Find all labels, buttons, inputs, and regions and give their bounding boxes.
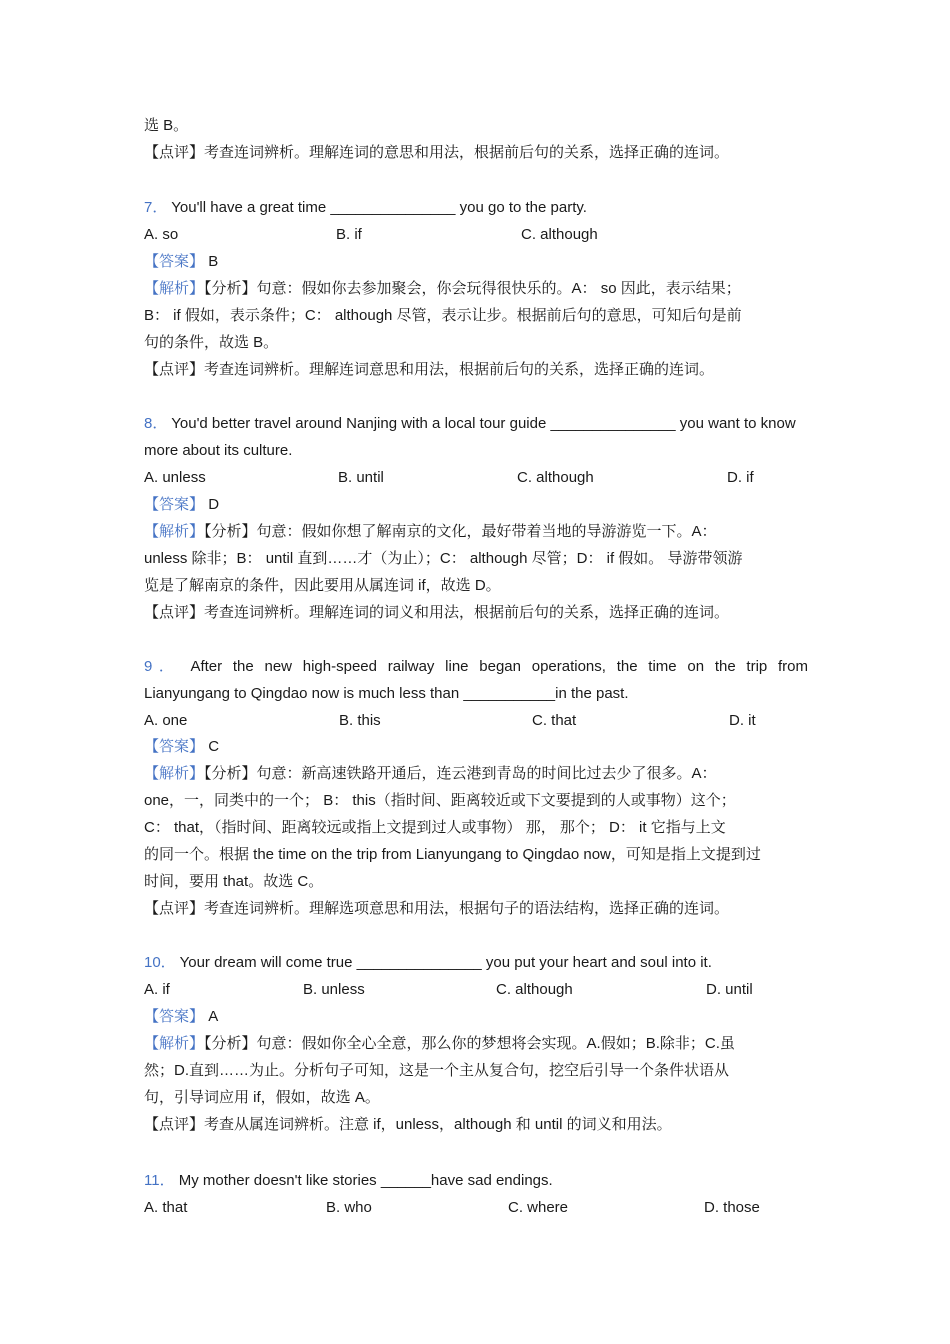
question-10-option-c: C. although — [496, 981, 573, 998]
previous-answer-tail: 选 B。 — [144, 117, 189, 134]
question-9-stem-line-2: Lianyungang to Qingdao now is much less than ___________in the past. — [144, 685, 629, 702]
question-7-option-a: A. so — [144, 226, 179, 243]
question-10-option-d: D. until — [706, 981, 753, 998]
question-10-analysis-line-1: 【解析】【分析】句意：假如你全心全意，那么你的梦想将会实现。A.假如；B.除非；C.虽 — [144, 1035, 735, 1052]
question-8-option-b: B. until — [338, 469, 384, 486]
question-10-option-a: A. if — [144, 981, 170, 998]
question-7-stem: 7． You'll have a great time _______________ you go to the party. — [144, 199, 587, 216]
question-10-number: 10． — [144, 954, 176, 971]
question-9-option-a: A. one — [144, 712, 188, 729]
question-9-analysis-line-5: 时间，要用 that。故选 C。 — [144, 873, 324, 890]
question-8-number: 8． — [144, 415, 168, 432]
question-8-option-d: D. if — [727, 469, 754, 486]
question-9-stem-line-1: 9． After the new high-speed railway line began operations, the time on the trip from — [144, 658, 809, 675]
question-9-analysis-line-2: one，一，同类中的一个； B： this（指时间、距离较近或下文要提到的人或事物）这个； — [144, 792, 736, 809]
question-8-analysis-line-3: 览是了解南京的条件，因此要用从属连词 if，故选 D。 — [144, 577, 501, 594]
question-8-analysis-line-1: 【解析】【分析】句意：假如你想了解南京的文化，最好带着当地的导游游览一下。A： — [144, 523, 717, 540]
question-11-option-a: A. that — [144, 1199, 188, 1216]
question-11-number: 11． — [144, 1172, 175, 1189]
question-9-review: 【点评】考查连词辨析。理解选项意思和用法，根据句子的语法结构，选择正确的连词。 — [144, 900, 730, 917]
question-10-option-b: B. unless — [303, 981, 365, 998]
question-8-answer: 【答案】 D — [144, 496, 220, 513]
question-11-stem: 11． My mother doesn't like stories ______have sad endings. — [144, 1172, 553, 1189]
question-7-review: 【点评】考查连词辨析。理解连词意思和用法，根据前后句的关系，选择正确的连词。 — [144, 361, 715, 378]
question-9-option-c: C. that — [532, 712, 577, 729]
question-11-option-b: B. who — [326, 1199, 372, 1216]
question-8-stem-line-2: more about its culture. — [144, 442, 293, 459]
question-9-option-b: B. this — [339, 712, 381, 729]
question-11-option-d: D. those — [704, 1199, 760, 1216]
question-10-stem: 10． Your dream will come true _______________ you put your heart and soul into it. — [144, 954, 712, 971]
question-9-option-d: D. it — [729, 712, 756, 729]
question-8-review: 【点评】考查连词辨析。理解连词的词义和用法，根据前后句的关系，选择正确的连词。 — [144, 604, 730, 621]
question-7-answer: 【答案】 B — [144, 253, 219, 270]
question-9-analysis-line-3: C： that，（指时间、距离较远或指上文提到过人或事物） 那， 那个； D： it 它指与上文 — [144, 819, 726, 836]
question-10-review: 【点评】考查从属连词辨析。注意 if，unless，although 和 until 的词义和用法。 — [144, 1116, 672, 1133]
question-7-analysis-line-3: 句的条件，故选 B。 — [144, 334, 279, 351]
question-11-option-c: C. where — [508, 1199, 569, 1216]
question-8-option-c: C. although — [517, 469, 594, 486]
question-9-answer: 【答案】 C — [144, 738, 220, 755]
question-10-analysis-line-3: 句，引导词应用 if，假如，故选 A。 — [144, 1089, 380, 1106]
question-10-analysis-line-2: 然；D.直到……为止。分析句子可知，这是一个主从复合句，挖空后引导一个条件状语从 — [144, 1062, 730, 1079]
question-8-stem-line-1: 8． You'd better travel around Nanjing with a local tour guide _______________ you want to know — [144, 415, 796, 432]
question-7-option-c: C. although — [521, 226, 598, 243]
question-7-analysis-line-1: 【解析】【分析】句意：假如你去参加聚会，你会玩得很快乐的。A： so 因此，表示结果； — [144, 280, 741, 297]
question-9-analysis-line-1: 【解析】【分析】句意：新高速铁路开通后，连云港到青岛的时间比过去少了很多。A： — [144, 765, 717, 782]
question-8-analysis-line-2: unless 除非；B： until 直到……才（为止）；C： although 尽管；D： if 假如。 导游带领游 — [144, 550, 743, 567]
question-8-option-a: A. unless — [144, 469, 206, 486]
question-9-number: 9． — [144, 658, 181, 675]
question-9-analysis-line-4: 的同一个。根据 the time on the trip from Lianyungang to Qingdao now，可知是指上文提到过 — [144, 846, 761, 863]
question-10-answer: 【答案】 A — [144, 1008, 219, 1025]
question-7-number: 7． — [144, 199, 168, 216]
question-7-option-b: B. if — [336, 226, 362, 243]
previous-review: 【点评】考查连词辨析。理解连词的意思和用法，根据前后句的关系，选择正确的连词。 — [144, 144, 730, 161]
question-7-analysis-line-2: B： if 假如，表示条件；C： although 尽管，表示让步。根据前后句的意思，可知后句是前 — [144, 307, 742, 324]
